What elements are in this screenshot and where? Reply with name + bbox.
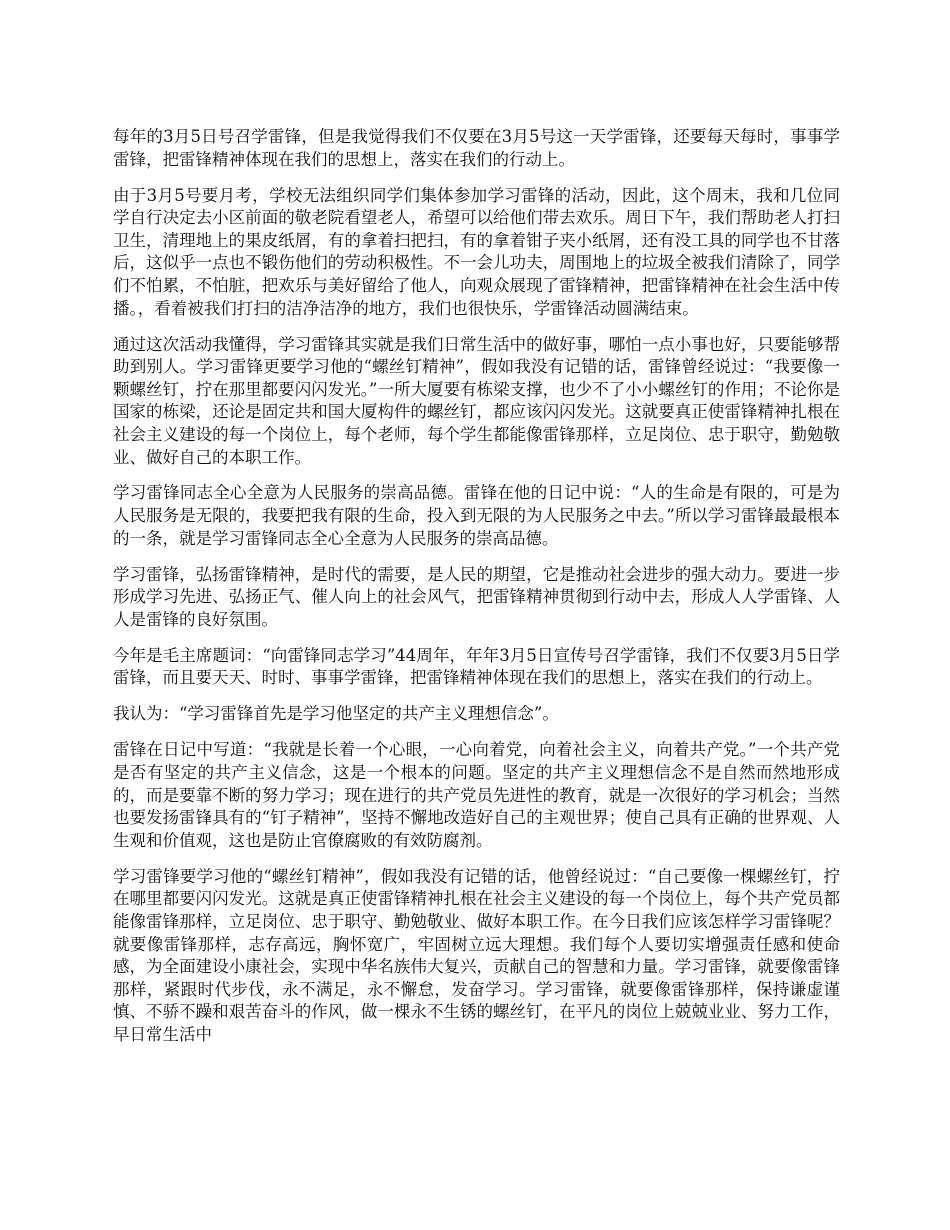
paragraph: 雷锋在日记中写道：“我就是长着一个心眼，一心向着党，向着社会主义，向着共产党。”一个共产党是否有坚定的共产主义信念，这是一个根本的问题。坚定的共产主义理想信念不是自然而然地形成的，而是要靠不断的努力学习；现在进行的共产党员先进性的教育，就是一次很好的学习机会；当然也要发扬雷锋具有的“钉子精神”，坚持不懈地改造好自己的主观世界；使自己具有正确的世界观、人生观和价值观，这也是防止官僚腐败的有效防腐剂。 bbox=[113, 740, 840, 850]
paragraph: 由于3月5号要月考，学校无法组织同学们集体参加学习雷锋的活动，因此，这个周末，我和几位同学自行决定去小区前面的敬老院看望老人，希望可以给他们带去欢乐。周日下午，我们帮助老人打扫卫生，清理地上的果皮纸屑，有的拿着扫把扫，有的拿着钳子夹小纸屑，还有没工具的同学也不甘落后，这似乎一点也不锻伤他们的劳动积极性。不一会儿功夫，周围地上的垃圾全被我们清除了，同学们不怕累，不怕脏，把欢乐与美好留给了他人，向观众展现了雷锋精神，把雷锋精神在社会生活中传播。，看着被我们打扫的洁净洁净的地方，我们也很快乐，学雷锋活动圆满结束。 bbox=[113, 185, 840, 318]
paragraph: 每年的3月5日号召学雷锋，但是我觉得我们不仅要在3月5号这一天学雷锋，还要每天每时，事事学雷锋，把雷锋精神体现在我们的思想上，落实在我们的行动上。 bbox=[113, 127, 840, 169]
paragraph: 学习雷锋要学习他的“螺丝钉精神”，假如我没有记错的话，他曾经说过：“自己要像一棵螺丝钉，拧在哪里都要闪闪发光。这就是真正使雷锋精神扎根在社会主义建设的每一个岗位上，每个共产党员都能像雷锋那样，立足岗位、忠于职守、勤勉敬业、做好本职工作。在今日我们应该怎样学习雷锋呢？就要像雷锋那样，志存高远，胸怀宽广，牢固树立远大理想。我们每个人要切实增强责任感和使命感，为全面建设小康社会，实现中华名族伟大复兴，贡献自己的智慧和力量。学习雷锋，就要像雷锋那样，紧跟时代步伐，永不满足，永不懈怠，发奋学习。学习雷锋，就要像雷锋那样，保持谦虚谨慎、不骄不躁和艰苦奋斗的作风，做一棵永不生锈的螺丝钉，在平凡的岗位上兢兢业业、努力工作，早日常生活中 bbox=[113, 866, 840, 1044]
document-page bbox=[113, 126, 840, 1230]
paragraph: 我认为：“学习雷锋首先是学习他坚定的共产主义理想信念”。 bbox=[113, 704, 559, 724]
paragraph: 学习雷锋同志全心全意为人民服务的崇高品德。雷锋在他的日记中说：“人的生命是有限的，可是为人民服务是无限的，我要把我有限的生命，投入到无限的为人民服务之中去。”所以学习雷锋最最根本的一条，就是学习雷锋同志全心全意为人民服务的崇高品德。 bbox=[113, 483, 840, 548]
paragraph: 学习雷锋，弘扬雷锋精神，是时代的需要，是人民的期望，它是推动社会进步的强大动力。要进一步形成学习先进、弘扬正气、催人向上的社会风气，把雷锋精神贯彻到行动中去，形成人人学雷锋、人人是雷锋的良好氛围。 bbox=[113, 564, 840, 629]
paragraph: 通过这次活动我懂得，学习雷锋其实就是我们日常生活中的做好事，哪怕一点小事也好，只要能够帮助到别人。学习雷锋更要学习他的“螺丝钉精神”，假如我没有记错的话，雷锋曾经说过：“我要像一颗螺丝钉，拧在那里都要闪闪发光。”一所大厦要有栋梁支撑，也少不了小小螺丝钉的作用；不论你是国家的栋梁，还论是固定共和国大厦构件的螺丝钉，都应该闪闪发光。这就要真正使雷锋精神扎根在社会主义建设的每一个岗位上，每个老师，每个学生都能像雷锋那样，立足岗位、忠于职守，勤勉敬业、做好自己的本职工作。 bbox=[113, 334, 840, 467]
paragraph: 今年是毛主席题词：“向雷锋同志学习”44周年，年年3月5日宣传号召学雷锋，我们不仅要3月5日学雷锋，而且要天天、时时、事事学雷锋，把雷锋精神体现在我们的思想上，落实在我们的行动上。 bbox=[113, 645, 840, 688]
